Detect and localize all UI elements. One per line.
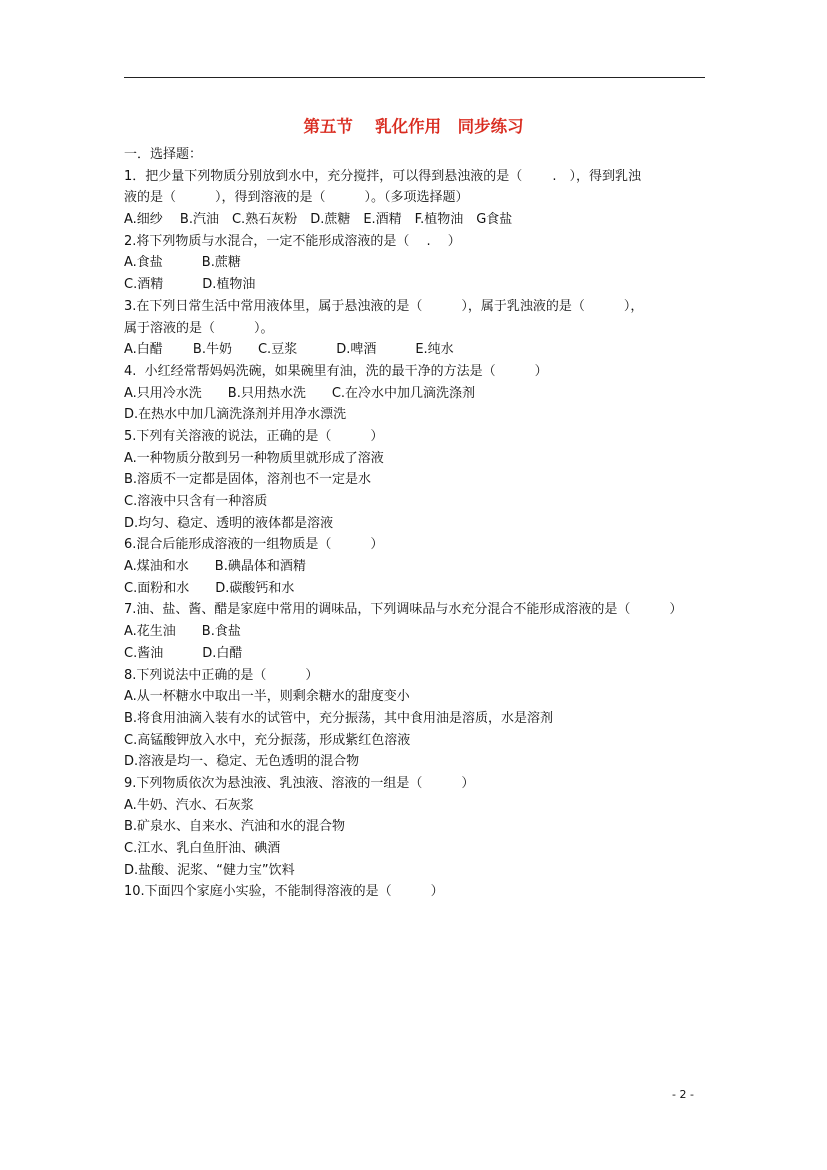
question-2-options-ab: A.食盐 B.蔗糖 [124, 255, 241, 271]
question-9-option-b: B.矿泉水、自来水、汽油和水的混合物 [124, 819, 346, 835]
question-2-options-cd: C.酒精 D.植物油 [124, 277, 256, 293]
question-3-line-1: 3.在下列日常生活中常用液体里，属于悬浊液的是（ ），属于乳浊液的是（ ）， [124, 298, 644, 314]
question-7-options-ab: A.花生油 B.食盐 [124, 624, 241, 640]
question-8-option-b: B.将食用油滴入装有水的试管中，充分振荡，其中食用油是溶质，水是溶剂 [124, 710, 554, 726]
question-8-option-a: A.从一杯糖水中取出一半，则剩余糖水的甜度变小 [124, 689, 410, 705]
header-rule [124, 77, 705, 78]
question-3-line-2: 属于溶液的是（ ）。 [124, 320, 274, 336]
question-6-options-ab: A.煤油和水 B.碘晶体和酒精 [124, 559, 306, 575]
question-4-option-d: D.在热水中加几滴洗涤剂并用净水漂洗 [124, 407, 347, 423]
question-8-option-c: C.高锰酸钾放入水中，充分振荡，形成紫红色溶液 [124, 732, 411, 748]
question-1-line-1: 1．把少量下列物质分别放到水中，充分搅拌，可以得到悬浊液的是（ . ），得到乳浊 [124, 168, 642, 184]
section-heading: 一．选择题： [124, 147, 203, 162]
question-6-options-cd: C.面粉和水 D.碳酸钙和水 [124, 580, 295, 596]
question-9-option-d: D.盐酸、泥浆、“健力宝”饮料 [124, 862, 295, 878]
question-4-options-abc: A.只用冷水洗 B.只用热水洗 C.在冷水中加几滴洗涤剂 [124, 385, 476, 401]
question-5-option-b: B.溶质不一定都是固体，溶剂也不一定是水 [124, 472, 372, 488]
question-10: 10.下面四个家庭小实验，不能制得溶液的是（ ） [124, 884, 444, 900]
question-8-option-d: D.溶液是均一、稳定、无色透明的混合物 [124, 754, 360, 770]
question-9-option-a: A.牛奶、汽水、石灰浆 [124, 797, 254, 813]
question-2: 2.将下列物质与水混合，一定不能形成溶液的是（ . ） [124, 233, 461, 249]
question-5-option-a: A.一种物质分散到另一种物质里就形成了溶液 [124, 450, 384, 466]
question-5: 5.下列有关溶液的说法，正确的是（ ） [124, 428, 384, 444]
question-9: 9.下列物质依次为悬浊液、乳浊液、溶液的一组是（ ） [124, 775, 475, 791]
question-4: 4. 小红经常帮妈妈洗碗，如果碗里有油，洗的最干净的方法是（ ） [124, 363, 548, 379]
question-8: 8.下列说法中正确的是（ ） [124, 667, 319, 683]
question-9-option-c: C.江水、乳白鱼肝油、碘酒 [124, 841, 281, 856]
question-7-options-cd: C.酱油 D.白醋 [124, 645, 243, 661]
question-5-option-c: C.溶液中只含有一种溶质 [124, 494, 268, 509]
question-5-option-d: D.均匀、稳定、透明的液体都是溶液 [124, 515, 334, 531]
page-number: - 2 - [672, 1088, 694, 1101]
question-3-options: A.白醋 B.牛奶 C.豆浆 D.啤酒 E.纯水 [124, 342, 454, 358]
exercise-content [124, 144, 724, 903]
question-6: 6.混合后能形成溶液的一组物质是（ ） [124, 537, 384, 553]
question-1-line-2: 液的是（ ），得到溶液的是（ ）。（多项选择题） [124, 190, 469, 206]
question-1-options: A.细纱 B.汽油 C.熟石灰粉 D.蔗糖 E.酒精 F.植物油 G食盐 [124, 212, 513, 228]
page-title: 第五节 乳化作用 同步练习 [303, 117, 524, 136]
question-7: 7.油、盐、酱、醋是家庭中常用的调味品，下列调味品与水充分混合不能形成溶液的是（ ） [124, 602, 683, 618]
